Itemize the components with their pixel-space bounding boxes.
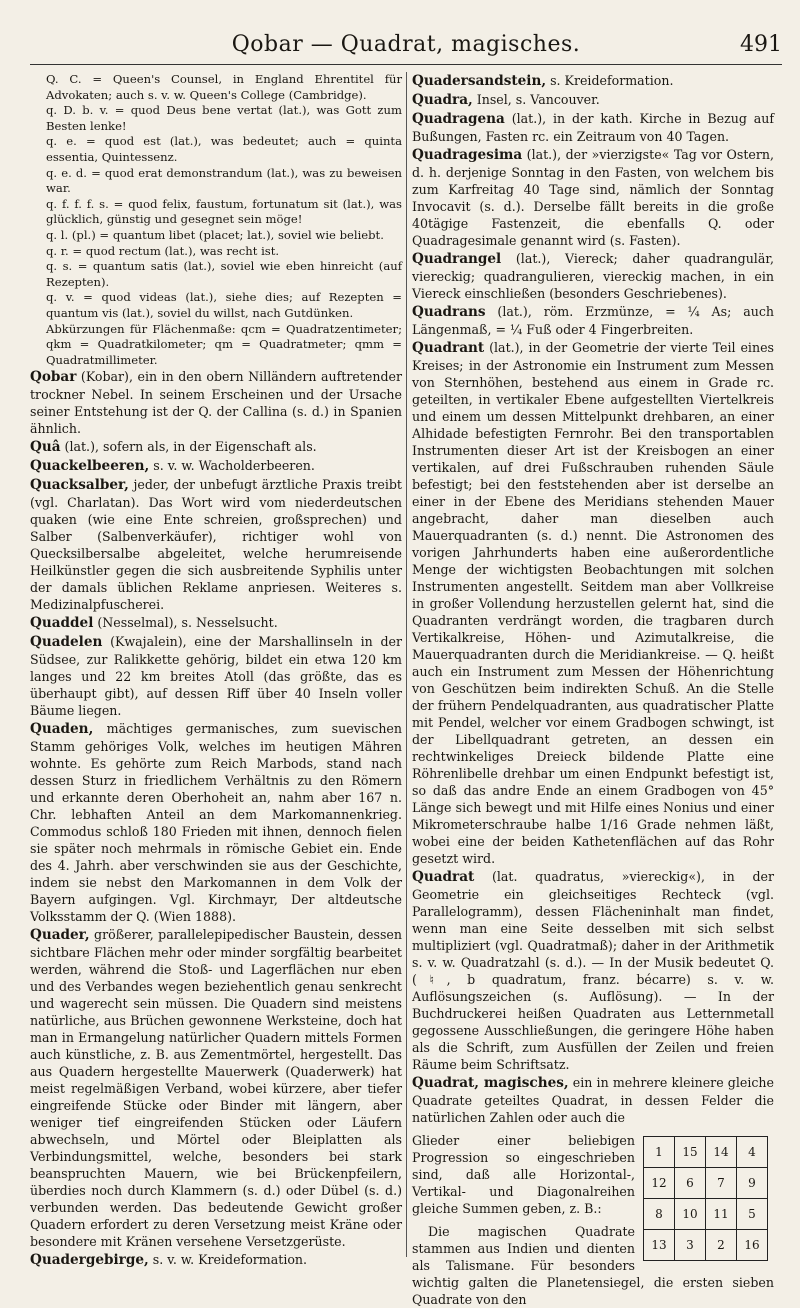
magic-square-cell: 3 xyxy=(675,1230,706,1261)
page-header xyxy=(30,30,782,65)
magic-square-text: Glieder einer beliebigen Progression so eingeschrieben sind, daß alle Horizontal-, Vertikal- und Diagonalreihen gleiche Summen geben, z. B.: xyxy=(412,1133,635,1216)
entry-text: (lat.), der »vierzigste« Tag vor Ostern, d. h. derjenige Sonntag in den Fasten, von welchem bis zum Karfreitag 40 Tage sind, nämlich der Sonntag Invocavit (s. d.). Derselbe fällt bereits in die große 40tägige Fastenzeit, die ebenfalls Q. oder Quadragesimale genannt wird (s. Fasten). xyxy=(412,147,774,248)
entry-headword: Quadra, xyxy=(412,92,473,108)
magic-square-cell: 12 xyxy=(644,1168,675,1199)
dictionary-entry xyxy=(412,868,774,1073)
magic-square-row xyxy=(644,1137,768,1168)
dictionary-entry xyxy=(412,146,774,249)
dictionary-entry xyxy=(30,720,402,925)
entry-text: ein in mehrere kleinere gleiche Quadrate geteiltes Quadrat, in dessen Felder die natürlichen Zahlen oder auch die xyxy=(412,1075,774,1125)
dictionary-entry xyxy=(30,457,402,475)
abbreviation-text: Abkürzungen für Flächenmaße: qcm = Quadratzentimeter; qkm = Quadratkilometer; qm = Quadratmeter; qmm = Quadratmillimeter. xyxy=(46,321,402,367)
entry-headword: Quadragena xyxy=(412,111,505,127)
entry-headword: Quadelen xyxy=(30,634,103,651)
entry-headword: Quadrat xyxy=(412,869,475,885)
dictionary-entry xyxy=(412,91,774,109)
abbreviation-entry xyxy=(30,322,402,369)
magic-square-cell: 16 xyxy=(737,1230,768,1261)
page-number: 491 xyxy=(740,32,782,57)
abbreviation-text: Q. C. = Queen's Counsel, in England Ehrentitel für Advokaten; auch s. v. w. Queen's College (Cambridge). xyxy=(46,72,402,102)
entry-headword: Quaddel xyxy=(30,615,94,632)
entry-text: (Kobar), ein in den obern Nilländern auftretender trockner Nebel. In seinem Erscheinen und der Ursache seiner Entstehung ist der Q. der Callina (s. d.) in Spanien ähnlich. xyxy=(30,369,402,437)
dictionary-entry xyxy=(30,368,402,437)
entry-text: s. v. w. Kreideformation. xyxy=(148,1252,308,1268)
abbreviation-entry xyxy=(30,244,402,260)
magic-square-continuation: Die magischen Quadrate stammen aus Indien und dienten als Talismane. Für besonders wichtig galten die Planetensiegel, die ersten sieben Quadrate von den xyxy=(412,1224,774,1307)
entry-headword: Quadrans xyxy=(412,304,486,320)
magic-square-table xyxy=(643,1136,768,1261)
entry-headword: Quaden, xyxy=(30,721,94,738)
right-column xyxy=(412,72,774,1307)
magic-square-cell: 6 xyxy=(675,1168,706,1199)
magic-square-cell: 10 xyxy=(675,1199,706,1230)
entry-text: (lat.), in der kath. Kirche in Bezug auf Bußungen, Fasten rc. ein Zeitraum von 40 Tagen. xyxy=(412,111,774,144)
running-head: Qobar — Quadrat, magisches. xyxy=(231,32,581,57)
magic-square-cell: 7 xyxy=(706,1168,737,1199)
magic-square-cell: 13 xyxy=(644,1230,675,1261)
dictionary-entry xyxy=(30,476,402,613)
abbreviation-entry xyxy=(30,103,402,134)
entry-headword: Quackelbeeren, xyxy=(30,458,150,475)
abbreviation-text: q. s. = quantum satis (lat.), soviel wie eben hinreicht (auf Rezepten). xyxy=(46,259,402,289)
magic-square-cell: 1 xyxy=(644,1137,675,1168)
dictionary-entry xyxy=(412,72,774,90)
dictionary-entry xyxy=(30,1251,402,1269)
magic-square-cell: 14 xyxy=(706,1137,737,1168)
abbreviation-text: q. r. = quod rectum (lat.), was recht ist. xyxy=(46,243,280,258)
entry-headword: Quader, xyxy=(30,927,90,944)
abbreviation-entry xyxy=(30,290,402,321)
magic-square-row xyxy=(644,1230,768,1261)
abbreviation-text: q. e. = quod est (lat.), was bedeutet; auch = quinta essentia, Quintessenz. xyxy=(46,134,402,164)
entry-text: mächtiges germanisches, zum suevischen Stamm gehöriges Volk, welches im heutigen Mähren wohnte. Es gehörte zum Reich Marbods, stand nach dessen Sturz in friedlichem Verhältnis zu den Römern und erkannte deren Oberhoheit an, nahm aber 167 n. Chr. lebhaften Anteil an dem Markomannenkrieg. Commodus schloß 180 Frieden mit ihnen, dennoch fielen sie später noch mehrmals in römische Gebiet ein. Ende des 4. Jahrh. aber verschwinden sie aus der Geschichte, indem sie nebst den Markomannen in dem Volk der Bayern aufgingen. Vgl. Kirchmayr, Der altdeutsche Volksstamm der Q. (Wien 1888). xyxy=(30,721,402,925)
entry-headword: Quadragesima xyxy=(412,147,523,163)
entry-text: (Nesselmal), s. Nesselsucht. xyxy=(93,615,278,631)
entry-text: s. v. w. Wacholderbeeren. xyxy=(149,458,315,474)
entry-text: (Kwajalein), eine der Marshallinseln in der Südsee, zur Ralikkette gehörig, bildet ein etwa 120 km langes und 22 km breites Atoll (das größte, das es überhaupt gibt), auf dessen Riff über 40 Inseln voller Bäume liegen. xyxy=(30,634,402,719)
entry-headword: Quadersandstein, xyxy=(412,73,547,89)
entry-text: Insel, s. Vancouver. xyxy=(472,92,600,107)
abbreviation-text: q. D. b. v. = quod Deus bene vertat (lat.), was Gott zum Besten lenke! xyxy=(46,103,402,133)
dictionary-entry xyxy=(412,303,774,338)
entry-headword: Quadergebirge, xyxy=(30,1252,149,1269)
entry-text: (lat.), sofern als, in der Eigenschaft als. xyxy=(60,439,317,455)
dictionary-entry xyxy=(30,614,402,632)
magic-square-cell: 15 xyxy=(675,1137,706,1168)
abbreviation-entry xyxy=(30,197,402,228)
magic-square-cell: 4 xyxy=(737,1137,768,1168)
abbreviation-text: q. l. (pl.) = quantum libet (placet; lat.), soviel wie beliebt. xyxy=(46,227,384,242)
entry-text: jeder, der unbefugt ärztliche Praxis treibt (vgl. Charlatan). Das Wort wird vom niederdeutschen quaken (wie eine Ente schreien, großsprechen) und Salber (Salbenverkäufer), richtiger wohl von Quecksilbersalbe abgeleitet, welche herumreisende Heilkünstler gegen die sich ausbreitende Syphilis unter der damals üblichen Reklame anpriesen. Weiteres s. Medizinalpfuscherei. xyxy=(30,477,402,613)
right-entries xyxy=(412,72,774,1126)
magic-square-cell: 5 xyxy=(737,1199,768,1230)
dictionary-entry xyxy=(30,926,402,1250)
magic-square-row xyxy=(644,1199,768,1230)
left-column xyxy=(30,72,402,1269)
magic-square-cell: 2 xyxy=(706,1230,737,1261)
entry-text: s. Kreideformation. xyxy=(546,73,674,88)
magic-square-cell: 8 xyxy=(644,1199,675,1230)
abbreviation-text: q. e. d. = quod erat demonstrandum (lat.), was zu beweisen war. xyxy=(46,165,402,196)
abbreviation-text: q. f. f. f. s. = quod felix, faustum, fortunatum sit (lat.), was glücklich, günstig und gesegnet sein möge! xyxy=(46,196,402,227)
entry-headword: Quadrangel xyxy=(412,251,502,267)
abbreviation-entry xyxy=(30,228,402,244)
dictionary-entry xyxy=(412,250,774,302)
entry-text: (lat.), Viereck; daher quadrangulär, viereckig; quadrangulieren, viereckig machen, in ein Viereck einschließen (besonders Geschriebenes). xyxy=(412,251,774,301)
dictionary-entry xyxy=(412,110,774,145)
entry-text: (lat. quadratus, »viereckig«), in der Geometrie ein gleichseitiges Rechteck (vgl. Parallelogramm), dessen Flächeninhalt man findet, wenn man eine Seite desselben mit sich selbst multipliziert (vgl. Quadratmaß); daher in der Arithmetik s. v. w. Quadratzahl (s. d.). — In der Musik bedeutet Q. (♮, b quadratum, franz. bécarre) s. v. w. Auflösungszeichen (s. Auflösung). — In der Buchdruckerei heißen Quadraten aus Letternmetall gegossene Ausschließungen, die geringere Höhe haben als die Schrift, zum Ausfüllen der Zeilen und freien Räume beim Schriftsatz. xyxy=(412,869,774,1072)
magic-square-block xyxy=(412,1132,774,1252)
abbreviation-text: q. v. = quod videas (lat.), siehe dies; auf Rezepten = quantum vis (lat.), soviel du willst, nach Gutdünken. xyxy=(46,290,402,320)
dictionary-entry xyxy=(412,1074,774,1126)
magic-square-cell: 11 xyxy=(706,1199,737,1230)
entry-headword: Quadrant xyxy=(412,340,485,356)
dictionary-entry xyxy=(30,633,402,719)
entry-text: größerer, parallelepipedischer Baustein, dessen sichtbare Flächen mehr oder minder sorgfältig bearbeitet werden, während die Stoß- und Lagerflächen nur eben und des Verbandes wegen beziehentlich genau senkrecht und wagerecht sein müssen. Die Quadern sind meistens natürliche, aus Brüchen gewonnene Werksteine, doch hat man in Ermangelung natürlicher Quadern mittels Formen auch künstliche, z. B. aus Zementmörtel, hergestellt. Das aus Quadern hergestellte Mauerwerk (Quaderwerk) hat meist regelmäßigen Verband, wobei kürzere, aber tiefer eingreifende Stücke oder Binder mit längern, aber weniger tief eingreifenden Stücken oder Läufern abwechseln, und Mörtel oder Bleiplatten als Verbindungsmittel, welche, besonders bei stark beanspruchten Mauern, wie bei Brückenpfeilern, überdies noch durch Klammern (s. d.) oder Dübel (s. d.) verbunden werden. Das bedeutende Gewicht großer Quadern erfordert zu deren Versetzung meist Kräne oder besondere mit Kränen versehene Versetzgerüste. xyxy=(30,927,402,1250)
dictionary-entry xyxy=(30,438,402,456)
magic-square-cell: 9 xyxy=(737,1168,768,1199)
abbreviation-entry xyxy=(30,72,402,103)
magic-square-row xyxy=(644,1168,768,1199)
column-rule xyxy=(406,72,407,1257)
entry-text: (lat.), röm. Erzmünze, = ¼ As; auch Längenmaß, = ¼ Fuß oder 4 Fingerbreiten. xyxy=(412,304,774,337)
abbreviation-entry xyxy=(30,134,402,165)
entry-headword: Quacksalber, xyxy=(30,477,129,494)
entry-headword: Quâ xyxy=(30,439,61,456)
entry-headword: Quadrat, magisches, xyxy=(412,1075,569,1091)
entry-text: (lat.), in der Geometrie der vierte Teil eines Kreises; in der Astronomie ein Instrument zum Messen von Sternhöhen, bestehend aus einem in Grade rc. geteilten, in vertikaler Ebene aufgestellten Viertelkreis und einem um dessen Mittelpunkt drehbaren, an einer Alhidade befestigten Fernrohr. Bei den transportablen Instrumenten dieser Art ist der Kreisbogen an einer vertikalen, auf drei Fußschrauben ruhenden Säule befestigt; bei den feststehenden aber ist derselbe an einer in der Ebene des Meridians stehenden Mauer angebracht, daher man dieselben auch Mauerquadranten (s. d.) nennt. Die Astronomen des vorigen Jahrhunderts haben eine außerordentliche Menge der wichtigsten Beobachtungen mit solchen Instrumenten angestellt. Seitdem man aber Vollkreise in großer Vollendung herzustellen gelernt hat, sind die Quadranten verdrängt worden, die tragbaren durch Vertikalkreise, Höhen- und Azimutalkreise, die Mauerquadranten durch die Meridiankreise. — Q. heißt auch ein Instrument zum Messen der Höhenrichtung von Geschützen beim indirekten Schuß. An die Stelle der frühern Pendelquadranten, aus quadratischer Platte mit Pendel, welcher vor einem Gradbogen schwingt, ist der Libellquadrant getreten, an dessen ein rechtwinkeliges Dreieck bildende Platte eine Röhrenlibelle drehbar um einen Endpunkt befestigt ist, so daß das andre Ende an einem Gradbogen von 45° Länge sich bewegt und mit Hilfe eines Nonius und einer Mikrometerschraube halbe 1/16 Grade nehmen läßt, wobei eine der beiden Kathetenflächen auf das Rohr gesetzt wird. xyxy=(412,340,774,866)
abbreviation-entry xyxy=(30,259,402,290)
abbreviation-entry xyxy=(30,166,402,197)
dictionary-entry xyxy=(412,339,774,867)
entry-headword: Qobar xyxy=(30,369,77,386)
